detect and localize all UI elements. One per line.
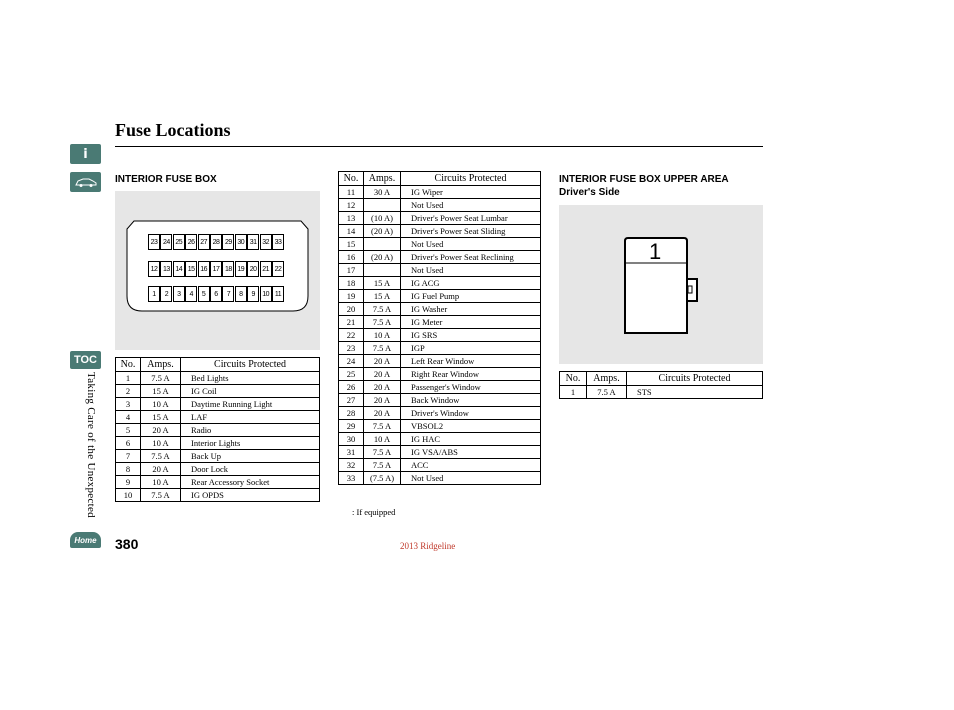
fuse-number: 24 (339, 355, 364, 368)
col-no: No. (116, 358, 141, 372)
fuse-slot: 3 (173, 286, 185, 302)
fuse-number: 3 (116, 398, 141, 411)
table-row (116, 450, 320, 463)
fuse-circuit: IG SRS (401, 329, 541, 342)
fuse-slot: 7 (222, 286, 234, 302)
fuse-circuit: Not Used (401, 238, 541, 251)
fuse-circuit: Door Lock (181, 463, 320, 476)
fuse-circuit: IG OPDS (181, 489, 320, 502)
table-row (339, 368, 541, 381)
table-row (339, 394, 541, 407)
col-amps: Amps. (587, 372, 627, 386)
fuse-amps: 10 A (364, 433, 401, 446)
toc-button[interactable]: TOC (70, 351, 101, 369)
title-rule (115, 146, 763, 147)
table-row (339, 186, 541, 199)
fuse-slot: 14 (173, 261, 185, 277)
col-no: No. (339, 172, 364, 186)
fuse-slot: 6 (210, 286, 222, 302)
model-name: 2013 Ridgeline (400, 541, 456, 551)
fuse-circuit: LAF (181, 411, 320, 424)
fuse-amps: (20 A) (364, 251, 401, 264)
fuse-circuit: Bed Lights (181, 372, 320, 385)
fuse-slot: 31 (247, 234, 259, 250)
fuse-circuit: IG ACG (401, 277, 541, 290)
fuse-slot: 23 (148, 234, 160, 250)
fuse-number: 14 (339, 225, 364, 238)
fuse-slot: 25 (173, 234, 185, 250)
fuse-circuit: Driver's Window (401, 407, 541, 420)
fuse-number: 16 (339, 251, 364, 264)
interior-box-figure (115, 191, 320, 350)
fuse-number: 31 (339, 446, 364, 459)
fuse-amps: 20 A (364, 407, 401, 420)
fuse-circuit: VBSOL2 (401, 420, 541, 433)
fuse-circuit: Interior Lights (181, 437, 320, 450)
fuse-circuit: Driver's Power Seat Reclining (401, 251, 541, 264)
footnote: : If equipped (352, 507, 396, 517)
fuse-amps: 15 A (141, 411, 181, 424)
fuse-amps: 7.5 A (364, 342, 401, 355)
fuse-circuit: Radio (181, 424, 320, 437)
table-row (339, 459, 541, 472)
fuse-circuit: Not Used (401, 472, 541, 485)
fuse-number: 6 (116, 437, 141, 450)
fuse-amps: 7.5 A (364, 316, 401, 329)
table-row (339, 238, 541, 251)
fuse-number: 25 (339, 368, 364, 381)
fuse-slot: 4 (185, 286, 197, 302)
table-row (116, 424, 320, 437)
home-button[interactable]: Home (70, 532, 101, 548)
fuse-number: 12 (339, 199, 364, 212)
fuse-amps: 20 A (364, 381, 401, 394)
fuse-slot: 33 (272, 234, 284, 250)
fuse-amps: 15 A (364, 277, 401, 290)
fuse-number: 19 (339, 290, 364, 303)
fuse-slot: 29 (222, 234, 234, 250)
fuse-number: 13 (339, 212, 364, 225)
fuse-amps: 20 A (141, 463, 181, 476)
fuse-circuit: Back Up (181, 450, 320, 463)
fuse-slot: 22 (272, 261, 284, 277)
fuse-amps: (20 A) (364, 225, 401, 238)
fuse-slot: 13 (160, 261, 172, 277)
fuse-number: 26 (339, 381, 364, 394)
fuse-amps: 10 A (141, 398, 181, 411)
fuse-amps: 15 A (364, 290, 401, 303)
col-amps: Amps. (141, 358, 181, 372)
fuse-circuit: Left Rear Window (401, 355, 541, 368)
table-row (116, 463, 320, 476)
fuse-slot: 16 (198, 261, 210, 277)
col-circuits: Circuits Protected (181, 358, 320, 372)
car-shape (74, 176, 98, 188)
fuse-circuit: Right Rear Window (401, 368, 541, 381)
fuse-slot: 11 (272, 286, 284, 302)
fuse-number: 17 (339, 264, 364, 277)
fuse-circuit: Rear Accessory Socket (181, 476, 320, 489)
fuse-amps (364, 238, 401, 251)
fuse-circuit: IG HAC (401, 433, 541, 446)
fuse-slot: 27 (198, 234, 210, 250)
col-no: No. (560, 372, 587, 386)
fuse-amps: 7.5 A (364, 459, 401, 472)
fuse-number: 8 (116, 463, 141, 476)
fuse-slot: 24 (160, 234, 172, 250)
interior-box-heading: INTERIOR FUSE BOX (115, 174, 217, 185)
fuse-number: 30 (339, 433, 364, 446)
upper-area-heading: INTERIOR FUSE BOX UPPER AREA (559, 174, 729, 185)
fuse-number: 15 (339, 238, 364, 251)
fuse-number: 7 (116, 450, 141, 463)
fuse-number: 2 (116, 385, 141, 398)
fuse-amps: 20 A (364, 368, 401, 381)
table-row (339, 381, 541, 394)
fuse-amps: 10 A (141, 476, 181, 489)
fuse-circuit: Passenger's Window (401, 381, 541, 394)
fuse-amps: 7.5 A (364, 303, 401, 316)
fuse-circuit: Not Used (401, 264, 541, 277)
page-title: Fuse Locations (115, 120, 231, 140)
fuse-table-2 (338, 171, 541, 485)
fuse-slot: 1 (148, 286, 160, 302)
fuse-slot: 12 (148, 261, 160, 277)
fuse-amps: 7.5 A (141, 372, 181, 385)
fuse-amps: 7.5 A (364, 420, 401, 433)
fuse-number: 22 (339, 329, 364, 342)
col-circuits: Circuits Protected (627, 372, 763, 386)
fuse-number: 23 (339, 342, 364, 355)
upper-area-figure (559, 205, 763, 364)
fuse-circuit: IGP (401, 342, 541, 355)
table-row (339, 329, 541, 342)
table-row (339, 433, 541, 446)
table-row (339, 316, 541, 329)
fuse-amps (364, 199, 401, 212)
fuse-slot: 8 (235, 286, 247, 302)
table-row (116, 385, 320, 398)
table-row (339, 290, 541, 303)
fuse-amps: 7.5 A (587, 386, 627, 399)
fuse-circuit: IG Washer (401, 303, 541, 316)
fuse-number: 33 (339, 472, 364, 485)
upper-fuse-outline (559, 205, 763, 364)
fuse-amps: 15 A (141, 385, 181, 398)
fuse-slot: 9 (247, 286, 259, 302)
fuse-slot: 26 (185, 234, 197, 250)
fuse-amps: 7.5 A (141, 450, 181, 463)
fuse-slot: 19 (235, 261, 247, 277)
fuse-circuit: STS (627, 386, 763, 399)
fuse-number: 20 (339, 303, 364, 316)
fuse-slot: 18 (222, 261, 234, 277)
fuse-amps: 20 A (364, 394, 401, 407)
table-row (339, 472, 541, 485)
fuse-number: 9 (116, 476, 141, 489)
fuse-slot: 5 (198, 286, 210, 302)
fuse-circuit: Back Window (401, 394, 541, 407)
table-row (339, 446, 541, 459)
fuse-number: 10 (116, 489, 141, 502)
section-label: Taking Care of the Unexpected (85, 372, 97, 518)
fuse-amps: 10 A (364, 329, 401, 342)
table-row (339, 277, 541, 290)
fuse-number: 21 (339, 316, 364, 329)
fuse-amps: 7.5 A (141, 489, 181, 502)
fuse-slot: 10 (260, 286, 272, 302)
fuse-number: 18 (339, 277, 364, 290)
fuse-circuit: Daytime Running Light (181, 398, 320, 411)
table-row (339, 264, 541, 277)
table-row (339, 407, 541, 420)
table-row (339, 355, 541, 368)
fuse-circuit: IG Coil (181, 385, 320, 398)
fuse-circuit: Not Used (401, 199, 541, 212)
table-row (116, 372, 320, 385)
table-row (116, 476, 320, 489)
fuse-slot: 28 (210, 234, 222, 250)
fuse-slot: 32 (260, 234, 272, 250)
fuse-circuit: IG Meter (401, 316, 541, 329)
fuse-table-1 (115, 357, 320, 502)
fuse-slot: 15 (185, 261, 197, 277)
fuse-amps: 20 A (141, 424, 181, 437)
fuse-circuit: ACC (401, 459, 541, 472)
fuse-amps: 7.5 A (364, 446, 401, 459)
table-row (339, 199, 541, 212)
table-row (339, 251, 541, 264)
fuse-circuit: IG Fuel Pump (401, 290, 541, 303)
fuse-circuit: Driver's Power Seat Lumbar (401, 212, 541, 225)
fuse-slot: 30 (235, 234, 247, 250)
fuse-circuit: IG Wiper (401, 186, 541, 199)
fuse-slot: 17 (210, 261, 222, 277)
table-row (339, 303, 541, 316)
table-row (116, 411, 320, 424)
fuse-circuit: Driver's Power Seat Sliding (401, 225, 541, 238)
info-icon[interactable]: i (70, 144, 101, 164)
fuse-amps: 30 A (364, 186, 401, 199)
table-row (116, 398, 320, 411)
fuse-circuit: IG VSA/ABS (401, 446, 541, 459)
fuse-number: 32 (339, 459, 364, 472)
fuse-number: 29 (339, 420, 364, 433)
fuse-number: 5 (116, 424, 141, 437)
fuse-number: 28 (339, 407, 364, 420)
fuse-number: 1 (116, 372, 141, 385)
table-row (116, 489, 320, 502)
upper-fuse-label: 1 (649, 239, 662, 264)
fuse-table-3 (559, 371, 763, 399)
col-circuits: Circuits Protected (401, 172, 541, 186)
fuse-number: 1 (560, 386, 587, 399)
fuse-amps: (10 A) (364, 212, 401, 225)
table-row (339, 342, 541, 355)
fuse-number: 11 (339, 186, 364, 199)
fuse-amps: 20 A (364, 355, 401, 368)
fuse-amps: (7.5 A) (364, 472, 401, 485)
table-row (116, 437, 320, 450)
fuse-amps (364, 264, 401, 277)
table-row (339, 225, 541, 238)
fuse-slot: 21 (260, 261, 272, 277)
col-amps: Amps. (364, 172, 401, 186)
fuse-number: 27 (339, 394, 364, 407)
page-number: 380 (115, 536, 139, 552)
upper-area-subheading: Driver's Side (559, 187, 620, 198)
car-icon[interactable] (70, 172, 101, 192)
fuse-number: 4 (116, 411, 141, 424)
table-row (339, 420, 541, 433)
table-row (339, 212, 541, 225)
fuse-slot: 20 (247, 261, 259, 277)
fuse-slot: 2 (160, 286, 172, 302)
table-row (560, 386, 763, 399)
fuse-amps: 10 A (141, 437, 181, 450)
